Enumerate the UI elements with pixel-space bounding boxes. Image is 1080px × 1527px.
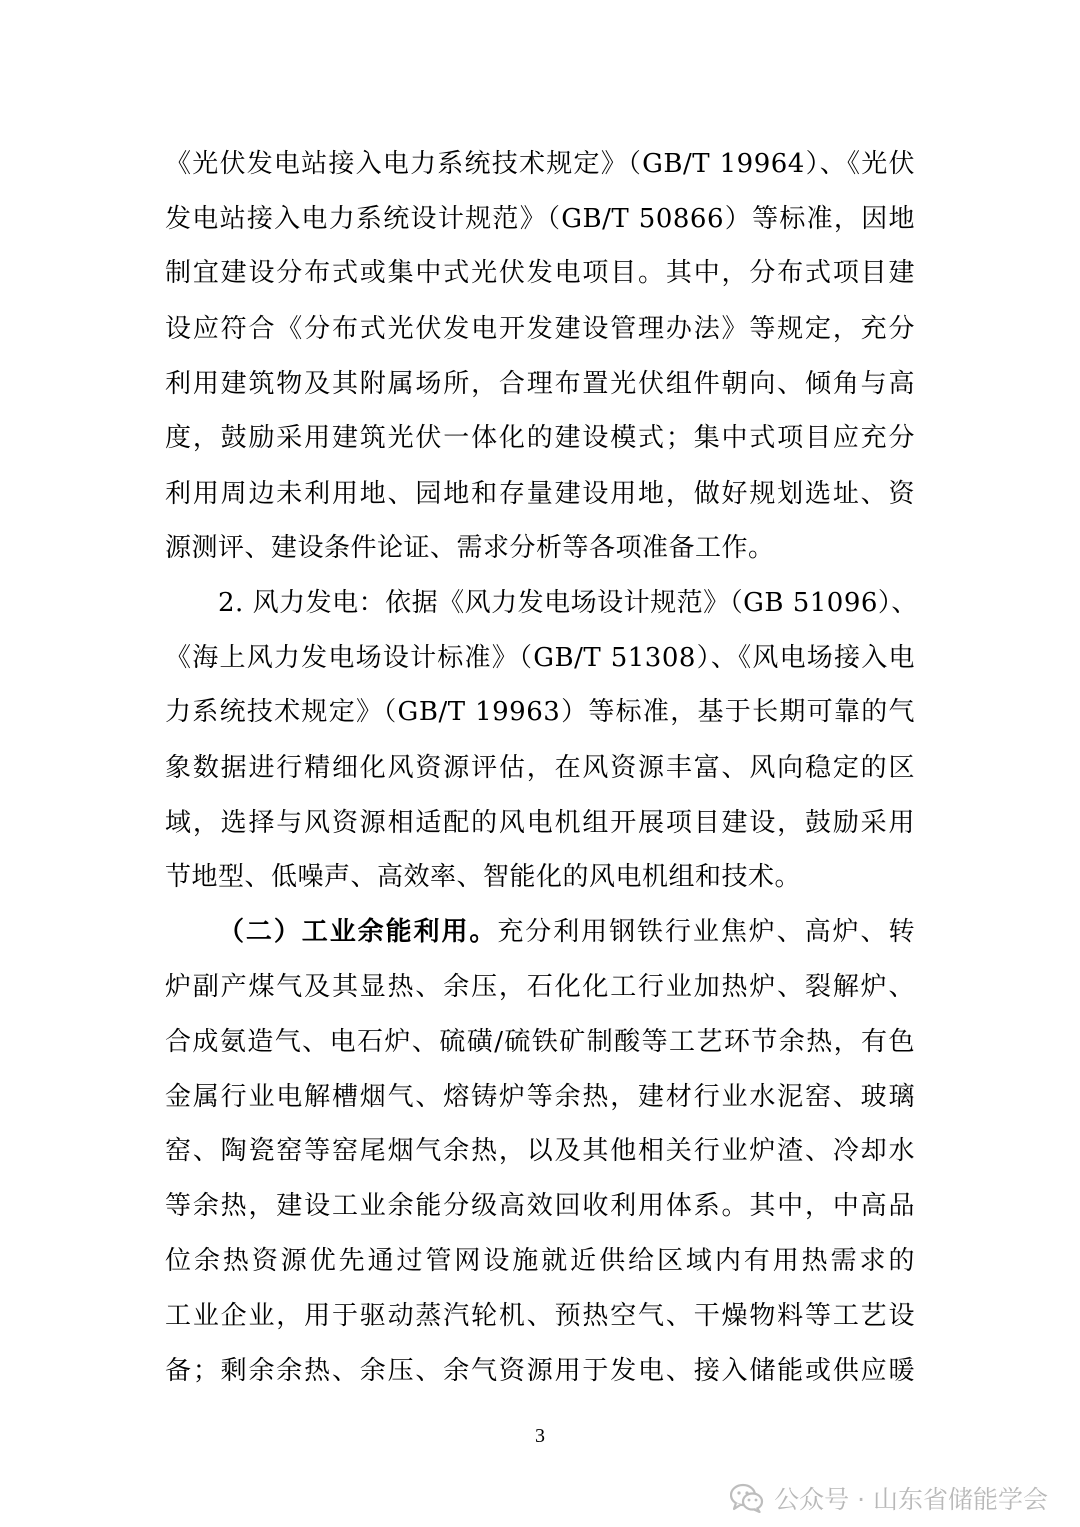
page-number: 3 bbox=[535, 1425, 545, 1447]
section-heading: （二）工业余能利用。 bbox=[218, 917, 498, 947]
text-line: 《光伏发电站接入电力系统技术规定》（GB/T 19964）、《光伏 bbox=[165, 149, 915, 179]
text-line: 金属行业电解槽烟气、熔铸炉等余热，建材行业水泥窑、玻璃 bbox=[165, 1082, 915, 1112]
wechat-icon bbox=[730, 1483, 764, 1513]
text-line: 源测评、建设条件论证、需求分析等各项准备工作。 bbox=[165, 533, 775, 563]
text-line: 域，选择与风资源相适配的风电机组开展项目建设，鼓励采用 bbox=[165, 808, 915, 838]
text-line: 利用周边未利用地、园地和存量建设用地，做好规划选址、资 bbox=[165, 479, 915, 509]
text-line: 度，鼓励采用建筑光伏一体化的建设模式；集中式项目应充分 bbox=[165, 423, 915, 453]
text-line: 充分利用钢铁行业焦炉、高炉、转 bbox=[497, 917, 915, 947]
text-line: 发电站接入电力系统设计规范》（GB/T 50866）等标准，因地 bbox=[165, 204, 915, 234]
watermark bbox=[730, 1480, 1048, 1516]
text-line: 炉副产煤气及其显热、余压，石化化工行业加热炉、裂解炉、 bbox=[165, 972, 915, 1002]
text-line: 设应符合《分布式光伏发电开发建设管理办法》等规定，充分 bbox=[165, 314, 915, 344]
text-line: 备；剩余余热、余压、余气资源用于发电、接入储能或供应暖 bbox=[165, 1356, 915, 1386]
text-line: 象数据进行精细化风资源评估，在风资源丰富、风向稳定的区 bbox=[165, 753, 915, 783]
text-line: 窑、陶瓷窑等窑尾烟气余热，以及其他相关行业炉渣、冷却水 bbox=[165, 1136, 915, 1166]
section-heading-line bbox=[218, 912, 915, 952]
text-line: 力系统技术规定》（GB/T 19963）等标准，基于长期可靠的气 bbox=[165, 697, 915, 727]
text-line: 2. 风力发电：依据《风力发电场设计规范》（GB 51096）、 bbox=[218, 588, 918, 618]
text-line: 位余热资源优先通过管网设施就近供给区域内有用热需求的 bbox=[165, 1246, 915, 1276]
text-line: 制宜建设分布式或集中式光伏发电项目。其中，分布式项目建 bbox=[165, 258, 915, 288]
text-line: 节地型、低噪声、高效率、智能化的风电机组和技术。 bbox=[165, 862, 802, 892]
text-line: 《海上风力发电场设计标准》（GB/T 51308）、《风电场接入电 bbox=[165, 643, 915, 673]
text-line: 等余热，建设工业余能分级高效回收利用体系。其中，中高品 bbox=[165, 1191, 915, 1221]
text-line: 利用建筑物及其附属场所，合理布置光伏组件朝向、倾角与高 bbox=[165, 369, 915, 399]
text-line: 工业企业，用于驱动蒸汽轮机、预热空气、干燥物料等工艺设 bbox=[165, 1301, 915, 1331]
text-line: 合成氨造气、电石炉、硫磺/硫铁矿制酸等工艺环节余热，有色 bbox=[165, 1027, 915, 1057]
watermark-text: 公众号 · 山东省储能学会 bbox=[774, 1485, 1048, 1514]
